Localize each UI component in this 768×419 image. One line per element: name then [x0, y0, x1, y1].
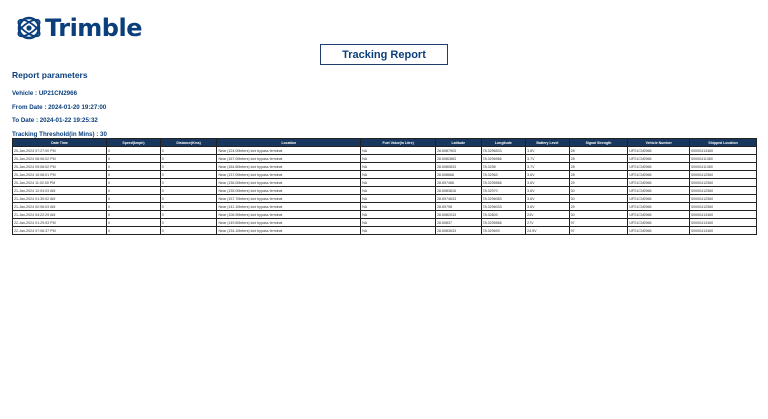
cell-latitude: 28.697466 [436, 179, 482, 187]
cell-date-time: 21-Jan-2024 04:22:29 AM [13, 211, 107, 219]
cell-speed: 0 [107, 187, 161, 195]
cell-longitude: 78.329693 [481, 227, 526, 235]
cell-speed: 0 [107, 163, 161, 171]
column-header-fuel-value: Fuel Value(in Litre) [361, 139, 436, 147]
cell-speed: 0 [107, 171, 161, 179]
cell-location: Near (135.0Meters) loni bypass terminal [217, 187, 361, 195]
cell-date-time: 21-Jan-2024 12:04:03 AM [13, 187, 107, 195]
column-header-distance: Distance(Kms) [160, 139, 217, 147]
table-row [13, 203, 757, 211]
cell-speed: 0 [107, 203, 161, 211]
report-parameters [12, 70, 107, 141]
cell-date-time: 21-Jan-2024 01:30:02 AM [13, 195, 107, 203]
parameters-heading: Report parameters [12, 70, 88, 80]
cell-fuel-value: NA [361, 179, 436, 187]
cell-distance: 0 [160, 155, 217, 163]
cell-battery-level: 3.6V [526, 187, 570, 195]
cell-location: Near (157.7Meters) loni bypass terminal [217, 195, 361, 203]
cell-date-time: 21-Jan-2024 02:06:03 AM [13, 203, 107, 211]
cell-speed: 0 [107, 155, 161, 163]
cell-shipped-location: 00000413460 [690, 227, 757, 235]
cell-shipped-location: 00000413460 [690, 147, 757, 155]
cell-speed: 0 [107, 147, 161, 155]
cell-speed: 0 [107, 219, 161, 227]
cell-distance: 0 [160, 171, 217, 179]
cell-battery-level: 23V [526, 211, 570, 219]
table-row [13, 195, 757, 203]
cell-latitude: 28.6982033 [436, 211, 482, 219]
cell-fuel-value: NA [361, 203, 436, 211]
column-header-speed: Speed(kmph) [107, 139, 161, 147]
column-header-location: Location [217, 139, 361, 147]
cell-fuel-value: NA [361, 227, 436, 235]
cell-signal-strength: 29 [569, 203, 628, 211]
cell-battery-level: 24.9V [526, 227, 570, 235]
cell-vehicle-number: UP21CN2966 [628, 179, 690, 187]
cell-date-time: 22-Jan-2024 07:06:37 PM [13, 227, 107, 235]
table-row [13, 155, 757, 163]
cell-latitude: 28.69798 [436, 203, 482, 211]
cell-distance: 0 [160, 187, 217, 195]
cell-latitude: 28.6980833 [436, 163, 482, 171]
cell-latitude: 28.6983816 [436, 187, 482, 195]
cell-vehicle-number: UP21CN2966 [628, 211, 690, 219]
cell-longitude: 78.3295566 [481, 179, 526, 187]
param-from-date: From Date : 2024-01-20 19:27:00 [12, 103, 107, 111]
column-header-vehicle-number: Vehicle Number [628, 139, 690, 147]
table-row [13, 147, 757, 155]
cell-fuel-value: NA [361, 219, 436, 227]
column-header-signal-strength: Signal Strength [569, 139, 628, 147]
cell-latitude: 28.6974633 [436, 195, 482, 203]
cell-date-time: 20-Jan-2024 07:27:00 PM [13, 147, 107, 155]
cell-longitude: 78.3296083 [481, 195, 526, 203]
table-row [13, 163, 757, 171]
cell-vehicle-number: UP21CN2966 [628, 227, 690, 235]
cell-fuel-value: NA [361, 147, 436, 155]
cell-longitude: 78.32970 [481, 187, 526, 195]
cell-longitude: 78.32963 [481, 171, 526, 179]
cell-fuel-value: NA [361, 171, 436, 179]
cell-battery-level: 3.6V [526, 171, 570, 179]
cell-latitude: 28.698668 [436, 171, 482, 179]
cell-battery-level: 3.6V [526, 179, 570, 187]
cell-battery-level: 3.6V [526, 195, 570, 203]
cell-location: Near (167.0Meters) loni bypass terminal [217, 155, 361, 163]
cell-vehicle-number: UP21CN2966 [628, 171, 690, 179]
table-row [13, 171, 757, 179]
column-header-date-time: Date Time [13, 139, 107, 147]
cell-longitude: 78.32803 [481, 211, 526, 219]
cell-location: Near (136.0Meters) loni bypass terminal [217, 179, 361, 187]
cell-speed: 0 [107, 195, 161, 203]
cell-fuel-value: NA [361, 195, 436, 203]
cell-longitude: 78.3298 [481, 163, 526, 171]
cell-signal-strength: 28 [569, 155, 628, 163]
cell-date-time: 20-Jan-2024 10:08:01 PM [13, 171, 107, 179]
cell-distance: 0 [160, 163, 217, 171]
cell-shipped-location: 00000412560 [690, 179, 757, 187]
cell-fuel-value: NA [361, 187, 436, 195]
cell-location: Near (134.1Meters) loni bypass terminal [217, 227, 361, 235]
cell-fuel-value: NA [361, 211, 436, 219]
cell-vehicle-number: UP21CN2966 [628, 219, 690, 227]
cell-speed: 0 [107, 179, 161, 187]
cell-shipped-location: 00000411360 [690, 163, 757, 171]
param-to-date: To Date : 2024-01-22 19:25:32 [12, 117, 98, 124]
cell-battery-level: 3.7V [526, 163, 570, 171]
cell-shipped-location: 00000412560 [690, 195, 757, 203]
cell-shipped-location: 00000412560 [690, 171, 757, 179]
column-header-shipped-location: Shipped Location [690, 139, 757, 147]
cell-battery-level: 27V [526, 219, 570, 227]
cell-location: Near (124.0Meters) loni bypass terminal [217, 147, 361, 155]
cell-battery-level: 3.7V [526, 155, 570, 163]
cell-signal-strength: 97 [569, 227, 628, 235]
cell-vehicle-number: UP21CN2966 [628, 203, 690, 211]
cell-location: Near (137.0Meters) loni bypass terminal [217, 171, 361, 179]
trimble-logo [16, 14, 142, 42]
cell-distance: 0 [160, 179, 217, 187]
cell-location: Near (141.1Meters) loni bypass terminal [217, 203, 361, 211]
param-vehicle: Vehicle : UP21CN2966 [12, 90, 78, 97]
cell-signal-strength: 30 [569, 195, 628, 203]
cell-shipped-location: 00000412560 [690, 203, 757, 211]
cell-latitude: 28.6983633 [436, 227, 482, 235]
cell-distance: 0 [160, 203, 217, 211]
cell-vehicle-number: UP21CN2966 [628, 187, 690, 195]
cell-latitude: 28.69837 [436, 219, 482, 227]
column-header-battery-level: Battery Level [526, 139, 570, 147]
cell-shipped-location: 00000411360 [690, 155, 757, 163]
cell-latitude: 28.6982883 [436, 155, 482, 163]
cell-location: Near (164.6Meters) loni bypass terminal [217, 163, 361, 171]
tracking-table [12, 138, 757, 235]
cell-shipped-location: 00000413460 [690, 211, 757, 219]
brand-name: Trimble [45, 14, 142, 42]
table-row [13, 179, 757, 187]
cell-distance: 0 [160, 195, 217, 203]
column-header-latitude: Latitude [436, 139, 482, 147]
cell-vehicle-number: UP21CN2966 [628, 163, 690, 171]
cell-date-time: 22-Jan-2024 01:29:53 PM [13, 219, 107, 227]
cell-vehicle-number: UP21CN2966 [628, 147, 690, 155]
cell-longitude: 78.3296966 [481, 155, 526, 163]
cell-distance: 0 [160, 227, 217, 235]
cell-longitude: 78.3296533 [481, 147, 526, 155]
table-body [13, 147, 757, 235]
cell-signal-strength: 97 [569, 219, 628, 227]
cell-distance: 0 [160, 219, 217, 227]
param-threshold: Tracking Threshold(in Mins) : 30 [12, 130, 107, 138]
table-row [13, 187, 757, 195]
cell-vehicle-number: UP21CN2966 [628, 155, 690, 163]
trimble-globe-icon [16, 14, 44, 42]
cell-signal-strength: 28 [569, 171, 628, 179]
cell-fuel-value: NA [361, 163, 436, 171]
cell-latitude: 28.6987903 [436, 147, 482, 155]
cell-fuel-value: NA [361, 155, 436, 163]
cell-signal-strength: 30 [569, 187, 628, 195]
cell-longitude: 78.3296033 [481, 203, 526, 211]
cell-date-time: 20-Jan-2024 11:02:00 PM [13, 179, 107, 187]
table-header-row [13, 139, 757, 147]
cell-signal-strength: 28 [569, 163, 628, 171]
cell-shipped-location: 00000412560 [690, 187, 757, 195]
table-row [13, 227, 757, 235]
table-row [13, 219, 757, 227]
cell-location: Near (149.6Meters) loni bypass terminal [217, 219, 361, 227]
table-row [13, 211, 757, 219]
cell-longitude: 78.3295566 [481, 219, 526, 227]
cell-speed: 0 [107, 227, 161, 235]
cell-distance: 0 [160, 211, 217, 219]
report-title: Tracking Report [320, 44, 448, 65]
cell-battery-level: 3.8V [526, 147, 570, 155]
cell-date-time: 20-Jan-2024 08:06:02 PM [13, 155, 107, 163]
column-header-longitude: Longitude [481, 139, 526, 147]
cell-distance: 0 [160, 147, 217, 155]
cell-signal-strength: 30 [569, 211, 628, 219]
cell-vehicle-number: UP21CN2966 [628, 195, 690, 203]
cell-signal-strength: 28 [569, 147, 628, 155]
cell-location: Near (106.9Meters) loni bypass terminal [217, 211, 361, 219]
cell-signal-strength: 29 [569, 179, 628, 187]
cell-shipped-location: 00000413460 [690, 219, 757, 227]
cell-speed: 0 [107, 211, 161, 219]
cell-date-time: 20-Jan-2024 09:08:02 PM [13, 163, 107, 171]
cell-battery-level: 3.6V [526, 203, 570, 211]
